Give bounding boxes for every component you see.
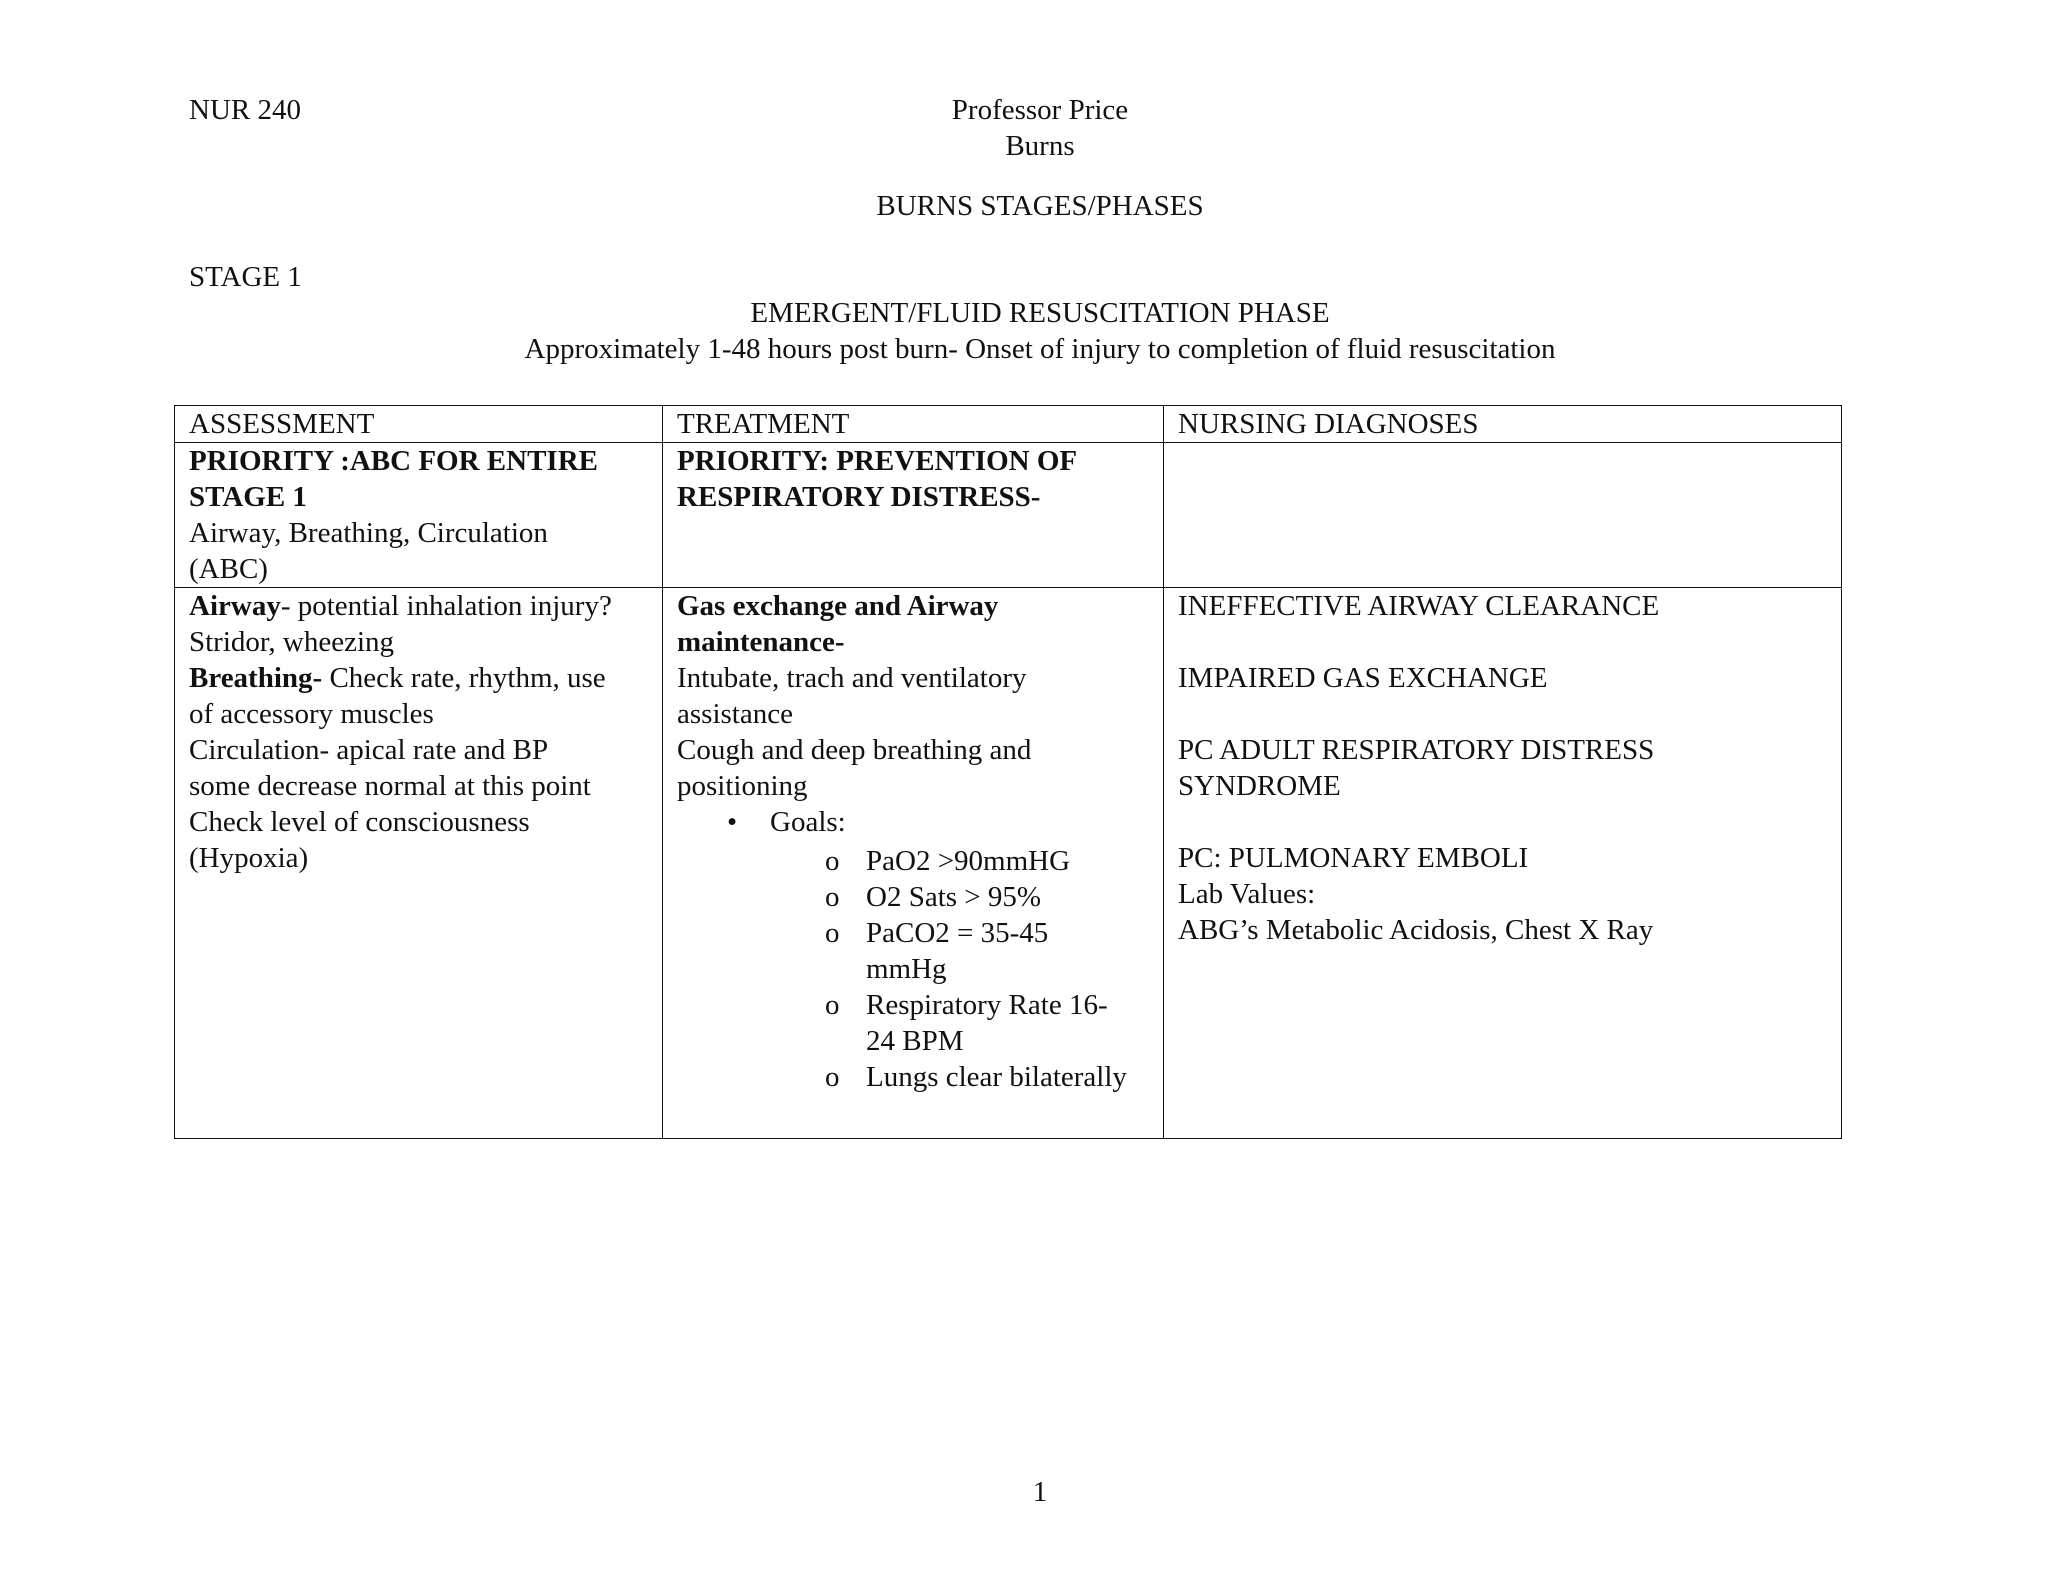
goal-item [677, 1059, 1151, 1095]
phase-subtitle: Approximately 1-48 hours post burn- Onset of injury to completion of fluid resuscitation [524, 333, 1556, 365]
diagnosis-pulmonary-emboli: PC: PULMONARY EMBOLI [1178, 842, 1529, 874]
assessment-airway-line [189, 588, 650, 624]
assessment-abc-line-1: Airway, Breathing, Circulation [189, 517, 548, 549]
table-header-row [175, 406, 1842, 443]
airway-text: - potential inhalation injury? [280, 590, 612, 622]
assessment-breathing-line [189, 660, 650, 696]
assessment-line-7: Check level of consciousness [189, 806, 530, 838]
assessment-priority-cell [175, 443, 663, 588]
goal-text: PaO2 >90mmHG [866, 845, 1071, 877]
goal-text: Lungs clear bilaterally [866, 1061, 1127, 1093]
treatment-heading-line-1: Gas exchange and Airway [677, 590, 999, 622]
course-code: NUR 240 [189, 94, 301, 126]
diagnosis-ards-line-1: PC ADULT RESPIRATORY DISTRESS [1178, 734, 1655, 766]
treatment-priority-line-2: RESPIRATORY DISTRESS- [677, 481, 1041, 513]
treatment-heading-line-2: maintenance- [677, 626, 845, 658]
assessment-line-4: of accessory muscles [189, 698, 434, 730]
header-assessment: ASSESSMENT [175, 406, 663, 443]
phase-title: EMERGENT/FLUID RESUSCITATION PHASE [750, 297, 1330, 329]
goal-item [677, 843, 1151, 879]
table-row-details [175, 588, 1842, 1139]
goal-item [677, 987, 1151, 1059]
goal-item [677, 915, 1151, 987]
treatment-line-2: assistance [677, 698, 793, 730]
goals-label: Goals: [770, 806, 846, 838]
lab-values-label: Lab Values: [1178, 878, 1316, 910]
goal-item [677, 879, 1151, 915]
treatment-priority-line-1: PRIORITY: PREVENTION OF [677, 445, 1078, 477]
treatment-line-1: Intubate, trach and ventilatory [677, 662, 1027, 694]
goal-text: PaCO2 = 35-45 [866, 917, 1049, 949]
assessment-line-2: Stridor, wheezing [189, 626, 395, 658]
diagnosis-airway-clearance: INEFFECTIVE AIRWAY CLEARANCE [1178, 590, 1660, 622]
header-treatment: TREATMENT [663, 406, 1164, 443]
diagnoses-priority-cell [1164, 443, 1842, 588]
lab-values-text: ABG’s Metabolic Acidosis, Chest X Ray [1178, 914, 1654, 946]
goals-bullet [677, 804, 1151, 840]
professor-name: Professor Price [951, 94, 1129, 126]
bullet-dot-icon: • [727, 806, 738, 838]
assessment-details-cell [175, 588, 663, 1139]
diagnosis-ards-line-2: SYNDROME [1178, 770, 1341, 802]
goal-text: O2 Sats > 95% [866, 881, 1042, 913]
goal-text-continued: 24 BPM [866, 1025, 964, 1057]
assessment-line-6: some decrease normal at this point [189, 770, 591, 802]
document-title: BURNS STAGES/PHASES [876, 190, 1204, 222]
diagnosis-gas-exchange: IMPAIRED GAS EXCHANGE [1178, 662, 1548, 694]
topic-heading: Burns [1005, 130, 1075, 162]
page-number: 1 [1032, 1476, 1048, 1508]
goal-text: Respiratory Rate 16- [866, 989, 1108, 1021]
treatment-priority-cell [663, 443, 1164, 588]
table-row-priority [175, 443, 1842, 588]
treatment-details-cell [663, 588, 1164, 1139]
assessment-line-8: (Hypoxia) [189, 842, 309, 874]
breathing-text: Check rate, rhythm, use [322, 662, 606, 694]
stage-label: STAGE 1 [189, 261, 302, 293]
assessment-priority-line-1: PRIORITY :ABC FOR ENTIRE [189, 445, 598, 477]
circle-bullet-icon: o [825, 845, 840, 877]
breathing-label: Breathing- [189, 662, 323, 694]
goal-text-continued: mmHg [866, 953, 947, 985]
airway-label: Airway [189, 590, 281, 622]
treatment-line-4: positioning [677, 770, 808, 802]
header-nursing-diagnoses: NURSING DIAGNOSES [1164, 406, 1842, 443]
circle-bullet-icon: o [825, 881, 840, 913]
circle-bullet-icon: o [825, 1061, 840, 1093]
diagnoses-details-cell [1164, 588, 1842, 1139]
assessment-abc-line-2: (ABC) [189, 553, 268, 585]
stage-table [174, 405, 1842, 1139]
treatment-line-3: Cough and deep breathing and [677, 734, 1032, 766]
circle-bullet-icon: o [825, 989, 840, 1021]
assessment-priority-line-2: STAGE 1 [189, 481, 307, 513]
assessment-line-5: Circulation- apical rate and BP [189, 734, 549, 766]
circle-bullet-icon: o [825, 917, 840, 949]
